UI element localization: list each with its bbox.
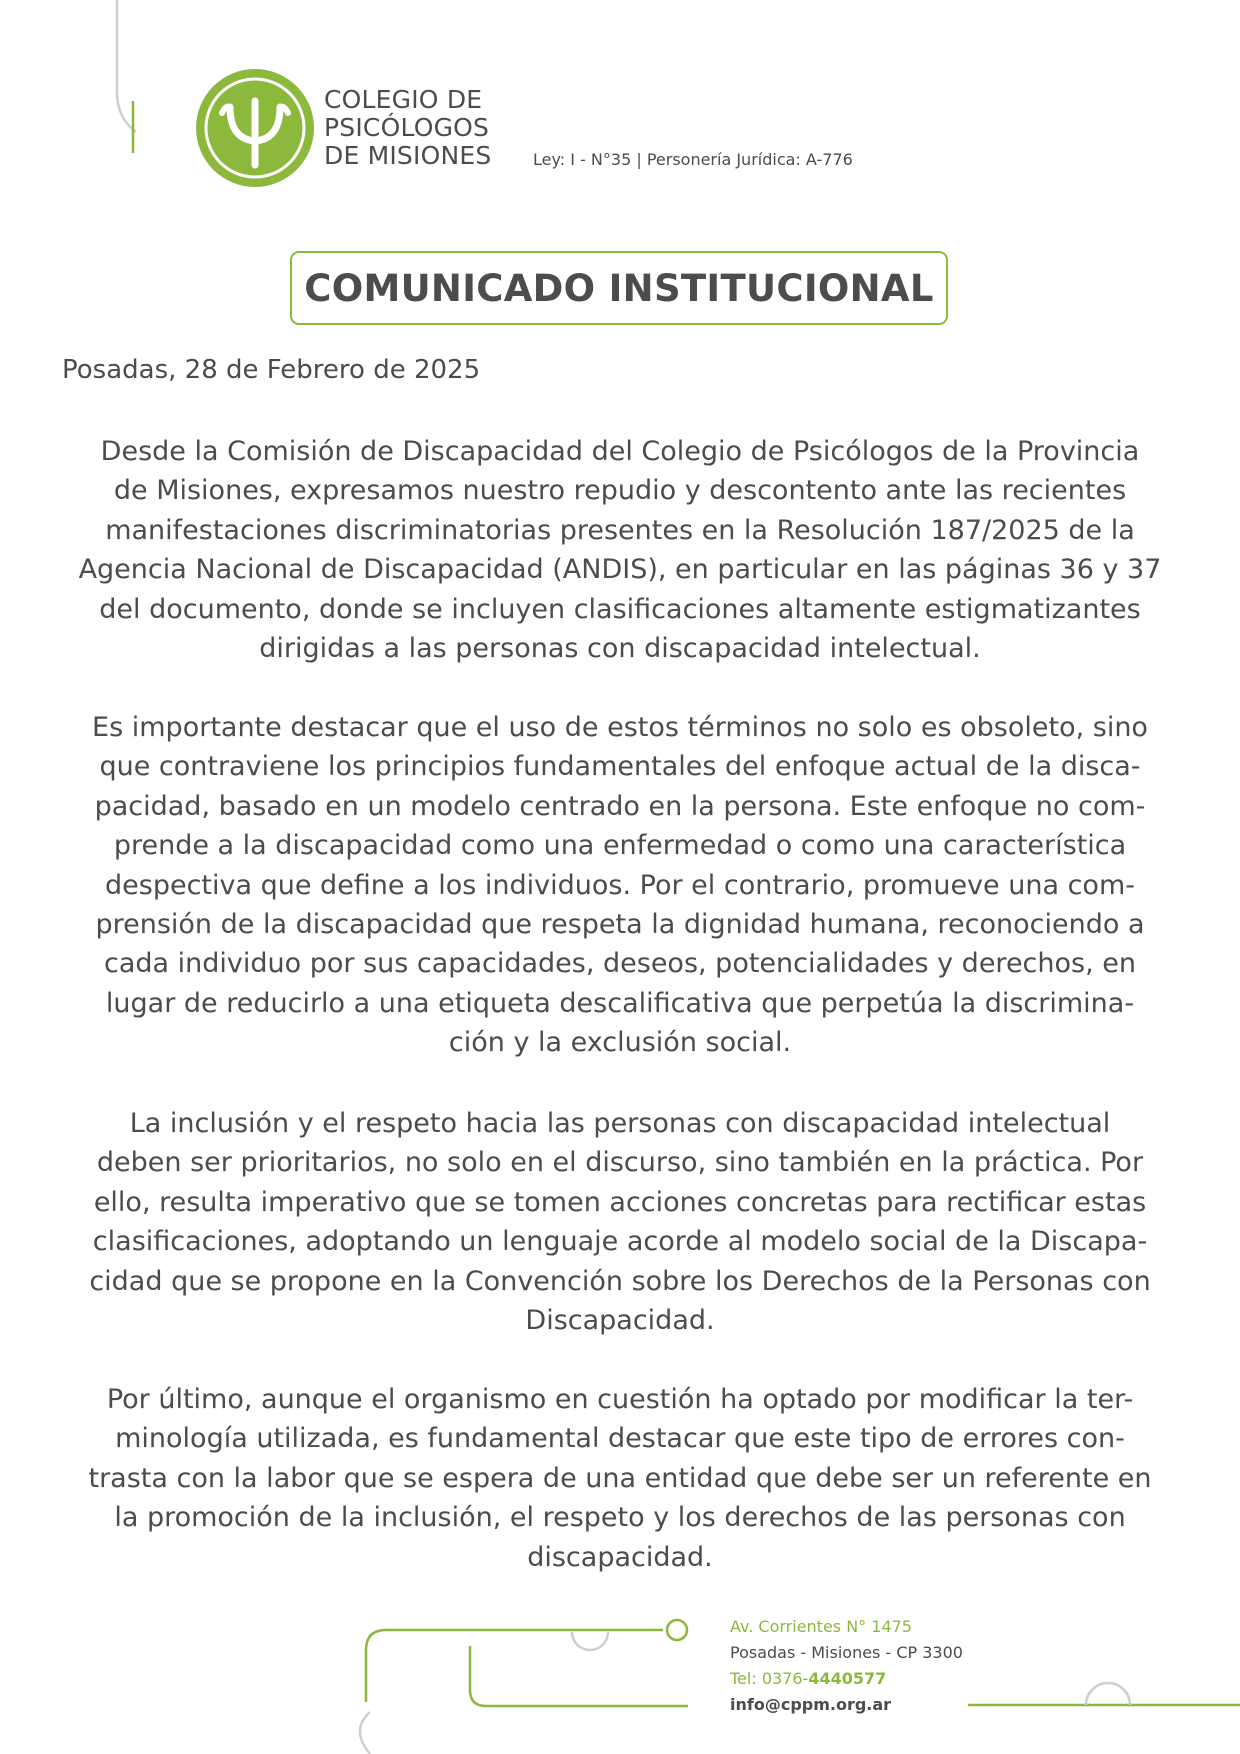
psi-logo-icon (196, 69, 314, 187)
paragraph-line: prensión de la discapacidad que respeta la dignidad humana, reconociendo a (95, 909, 1145, 941)
paragraph-line: que contraviene los principios fundamentales del enfoque actual de la disca- (99, 751, 1141, 783)
paragraph-line: Agencia Nacional de Discapacidad (ANDIS), en particular en las páginas 36 y 37 (78, 554, 1162, 586)
paragraph-line: pacidad, basado en un modelo centrado en la persona. Este enfoque no com- (94, 790, 1146, 822)
date-line: Posadas, 28 de Febrero de 2025 (62, 355, 481, 385)
legal-info: Ley: I - N°35 | Personería Jurídica: A-776 (533, 150, 853, 169)
paragraph-line: cidad que se propone en la Convención sobre los Derechos de la Personas con (89, 1265, 1151, 1297)
paragraph-line: deben ser prioritarios, no solo en el discurso, sino también en la práctica. Por (96, 1147, 1144, 1179)
paragraph-line: prende a la discapacidad como una enfermedad o como una característica (113, 830, 1127, 862)
paragraph-line: dirigidas a las personas con discapacidad intelectual. (259, 633, 981, 665)
paragraph-line: ción y la exclusión social. (448, 1027, 792, 1059)
org-name (324, 86, 491, 170)
psi-symbol (196, 69, 314, 187)
org-name-line-3: DE MISIONES (324, 141, 492, 170)
paragraph-line: trasta con la labor que se espera de una entidad que debe ser un referente en (88, 1462, 1152, 1494)
paragraph-2 (58, 708, 1182, 1063)
paragraph-line: Por último, aunque el organismo en cuestión ha optado por modificar la ter- (106, 1384, 1134, 1415)
paragraph-4 (58, 1380, 1182, 1577)
title-box (290, 251, 948, 325)
paragraph-line: de Misiones, expresamos nuestro repudio y descontento ante las recientes (113, 475, 1127, 507)
paragraph-line: del documento, donde se incluyen clasificaciones altamente estigmatizantes (99, 593, 1141, 625)
footer-address: Av. Corrientes N° 1475 (730, 1617, 912, 1636)
footer-email[interactable]: info@cppm.org.ar (730, 1695, 892, 1714)
paragraph-line: Discapacidad. (525, 1305, 715, 1337)
paragraph-line: minología utilizada, es fundamental destacar que este tipo de errores con- (115, 1423, 1125, 1455)
org-name-line-2: PSICÓLOGOS (324, 113, 490, 142)
org-name-line-1: COLEGIO DE (324, 85, 483, 114)
paragraph-line: Desde la Comisión de Discapacidad del Colegio de Psicólogos de la Provincia (100, 436, 1140, 467)
paragraph-line: La inclusión y el respeto hacia las personas con discapacidad intelectual (129, 1108, 1111, 1139)
paragraph-line: la promoción de la inclusión, el respeto y los derechos de las personas con (114, 1502, 1126, 1534)
paragraph-line: despectiva que define a los individuos. Por el contrario, promueve una com- (105, 869, 1135, 901)
footer-phone-prefix: Tel: 0376- (730, 1669, 809, 1688)
paragraph-line: clasificaciones, adoptando un lenguaje acorde al modelo social de la Discapa- (92, 1226, 1148, 1258)
footer-phone-number: 4440577 (808, 1669, 887, 1688)
paragraph-line: Es importante destacar que el uso de estos términos no solo es obsoleto, sino (92, 712, 1148, 743)
paragraph-line: lugar de reducirlo a una etiqueta descalificativa que perpetúa la discrimina- (105, 987, 1135, 1019)
paragraph-3 (58, 1104, 1182, 1340)
document-title: COMUNICADO INSTITUCIONAL (304, 266, 934, 310)
paragraph-line: manifestaciones discriminatorias presentes en la Resolución 187/2025 de la (105, 514, 1135, 546)
paragraph-line: cada individuo por sus capacidades, deseos, potencialidades y derechos, en (104, 948, 1136, 980)
paragraph-1 (58, 432, 1182, 668)
footer-phone (730, 1669, 886, 1688)
footer-city: Posadas - Misiones - CP 3300 (730, 1643, 963, 1662)
paragraph-line: discapacidad. (527, 1541, 713, 1573)
paragraph-line: ello, resulta imperativo que se tomen acciones concretas para rectificar estas (93, 1186, 1147, 1218)
